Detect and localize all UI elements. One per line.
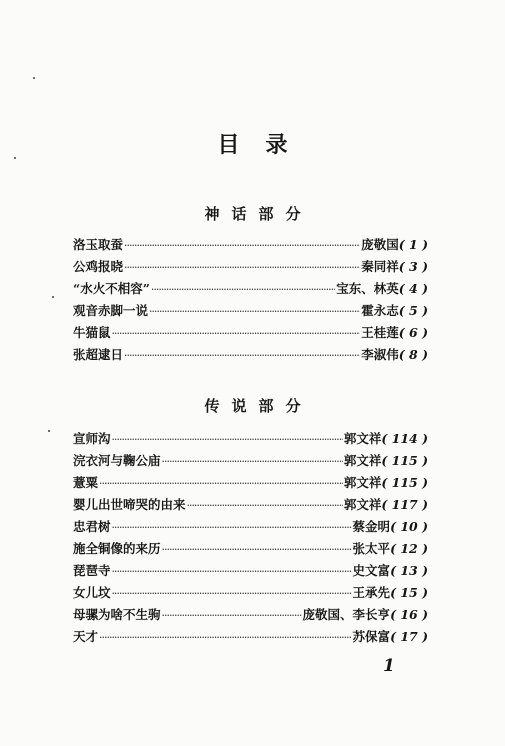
toc-entry	[73, 322, 428, 344]
toc-entry-page: ( 5 )	[398, 303, 428, 318]
toc-entry	[73, 300, 428, 322]
toc-entry	[73, 538, 428, 560]
section-title-legends: 传说部分	[204, 397, 313, 415]
toc-entry	[73, 494, 428, 516]
toc-entry-page: ( 115 )	[381, 475, 428, 490]
toc-entry-author: 秦同祥	[361, 259, 399, 274]
toc-entry-author: 王承先	[352, 585, 391, 600]
toc-entry-title: 观音赤脚一说	[73, 303, 149, 318]
toc-entry-page: ( 8 )	[398, 347, 428, 362]
toc-entry-page: ( 3 )	[398, 259, 428, 274]
dot-leader	[112, 517, 352, 539]
dot-leader	[99, 627, 352, 649]
page-number: 1	[383, 656, 395, 676]
dot-leader	[112, 583, 352, 605]
toc-entry-page: ( 1 )	[398, 237, 428, 252]
toc-entry	[73, 234, 428, 256]
toc-entry-title: 公鸡报晓	[73, 259, 124, 274]
toc-entry-page: ( 16 )	[390, 607, 428, 622]
toc-entry-author: 郭文祥	[343, 431, 382, 446]
toc-entry-author: 史文富	[352, 563, 391, 578]
scan-speck	[33, 77, 35, 79]
dot-leader	[112, 429, 343, 451]
dot-leader	[187, 495, 343, 517]
dot-leader	[162, 451, 343, 473]
toc-entry	[73, 450, 428, 472]
toc-entry-author: 郭文祥	[343, 497, 382, 512]
toc-entry-page: ( 12 )	[390, 541, 428, 556]
toc-entry-author: 王桂莲	[361, 325, 399, 340]
scan-speck	[48, 430, 50, 432]
page-title: 目录	[217, 133, 314, 158]
toc-entry-page: ( 15 )	[390, 585, 428, 600]
toc-entry-author: 郭文祥	[343, 475, 382, 490]
dot-leader	[151, 279, 335, 301]
toc-entry-title: 天才	[73, 629, 99, 644]
toc-entry	[73, 278, 428, 300]
toc-entry-author: 霍永志	[361, 303, 399, 318]
toc-entry-author: 宝东、林英	[336, 281, 399, 296]
toc-list-myths	[73, 234, 428, 366]
toc-entry-title: 婴儿出世啼哭的由来	[73, 497, 186, 512]
toc-entry-author: 苏保富	[352, 629, 391, 644]
toc-entry-page: ( 17 )	[390, 629, 428, 644]
dot-leader	[162, 539, 352, 561]
toc-entry-title: 宣师沟	[73, 431, 111, 446]
toc-entry	[73, 256, 428, 278]
dot-leader	[149, 301, 360, 323]
toc-entry-title: 忠君树	[73, 519, 111, 534]
toc-entry-author: 郭文祥	[343, 453, 382, 468]
toc-entry-title: 琵琶寺	[73, 563, 111, 578]
dot-leader	[112, 323, 361, 345]
dot-leader	[99, 473, 343, 495]
scan-speck	[52, 296, 54, 298]
toc-entry-author: 张太平	[352, 541, 391, 556]
toc-entry	[73, 604, 428, 626]
toc-entry	[73, 582, 428, 604]
toc-entry-title: 薏粟	[73, 475, 99, 490]
toc-entry-page: ( 13 )	[390, 563, 428, 578]
dot-leader	[124, 257, 360, 279]
toc-entry-page: ( 117 )	[381, 497, 428, 512]
dot-leader	[124, 345, 360, 367]
toc-entry-page: ( 6 )	[398, 325, 428, 340]
toc-entry	[73, 344, 428, 366]
toc-entry-title: 施全铜像的来历	[73, 541, 161, 556]
toc-entry	[73, 428, 428, 450]
toc-entry-page: ( 115 )	[381, 453, 428, 468]
toc-entry-page: ( 10 )	[390, 519, 428, 534]
toc-entry-title: 母骡为啥不生驹	[73, 607, 161, 622]
toc-entry-author: 李淑伟	[361, 347, 399, 362]
dot-leader	[162, 605, 302, 627]
toc-entry-title: 洛玉取蚕	[73, 237, 124, 252]
toc-entry-title: “水火不相容”	[73, 281, 150, 296]
toc-entry	[73, 560, 428, 582]
dot-leader	[124, 235, 360, 257]
toc-entry-page: ( 114 )	[381, 431, 428, 446]
dot-leader	[112, 561, 352, 583]
toc-entry-author: 庞敬国	[361, 237, 399, 252]
toc-entry-author: 庞敬国、李长亨	[302, 607, 391, 622]
toc-entry-author: 蔡金明	[352, 519, 391, 534]
toc-entry	[73, 472, 428, 494]
toc-entry-title: 牛猫鼠	[73, 325, 111, 340]
scan-speck	[14, 157, 16, 159]
toc-entry-page: ( 4 )	[398, 281, 428, 296]
section-title-myths: 神话部分	[204, 205, 313, 223]
toc-entry-title: 张超逮日	[73, 347, 124, 362]
toc-entry-title: 女儿坟	[73, 585, 111, 600]
toc-entry-title: 浣衣河与鞠公庙	[73, 453, 161, 468]
toc-list-legends	[73, 428, 428, 648]
toc-entry	[73, 626, 428, 648]
toc-entry	[73, 516, 428, 538]
